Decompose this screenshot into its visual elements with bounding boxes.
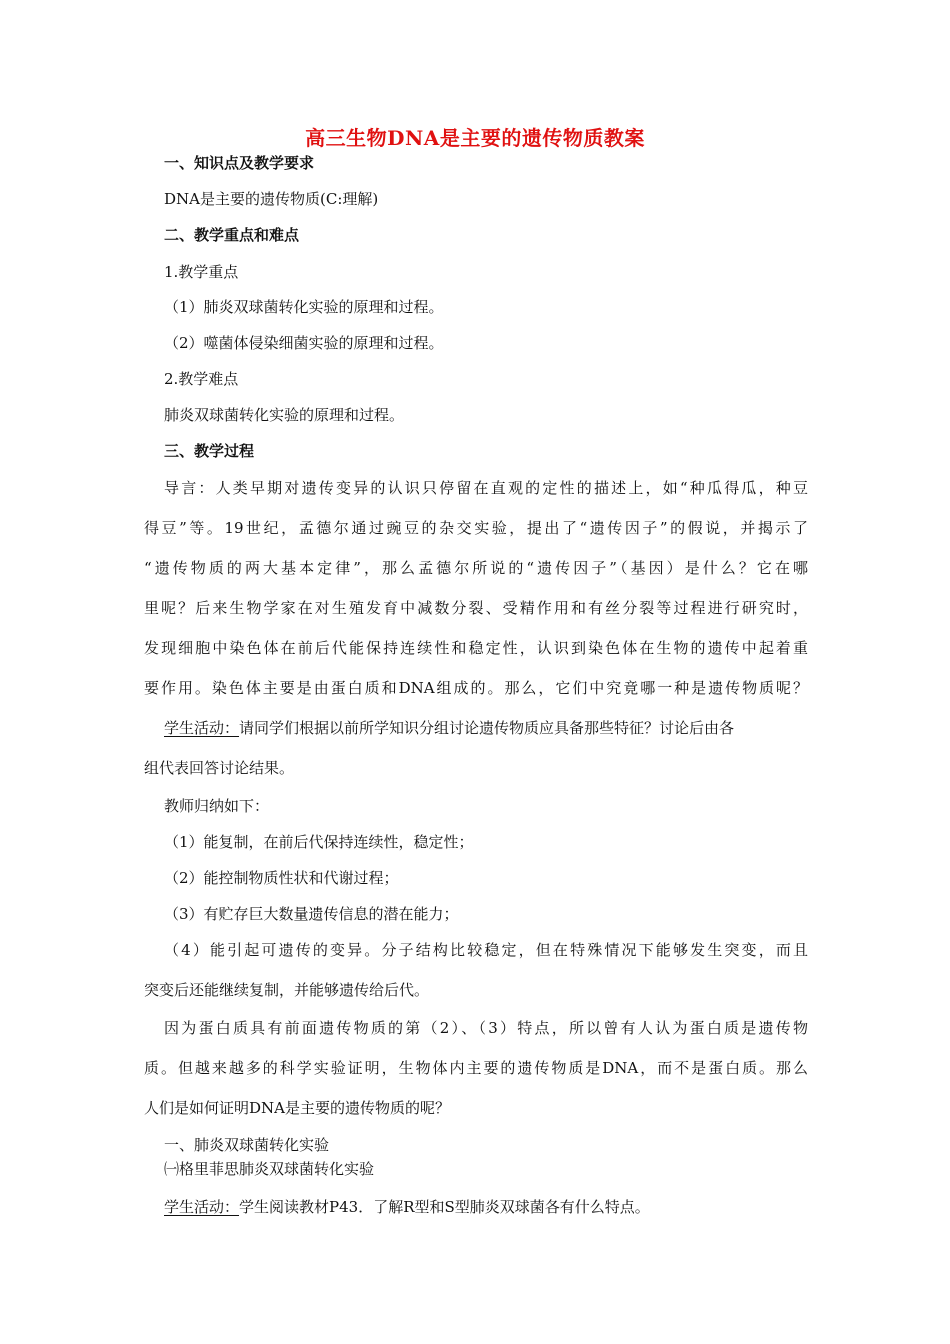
protein-line: 因为蛋白质具有前面遗传物质的第（2）、（3）特点，所以曾有人认为蛋白质是遗传物	[164, 1019, 808, 1037]
difficulty-title: 2.教学难点	[164, 370, 239, 388]
section-heading-2: 二、教学重点和难点	[164, 226, 300, 244]
intro-line: “遗传物质的两大基本定律”，那么孟德尔所说的“遗传因子”（基因）是什么？它在哪	[144, 559, 808, 577]
feature-item-4: （4）能引起可遗传的变异。分子结构比较稳定，但在特殊情况下能够发生突变，而且	[164, 941, 808, 959]
requirement-text: DNA是主要的遗传物质(C:理解)	[164, 190, 379, 208]
activity-1	[164, 717, 734, 738]
activity-2	[164, 1196, 650, 1217]
feature-item-4-continued: 突变后还能继续复制，并能够遗传给后代。	[144, 981, 430, 999]
document-title: 高三生物DNA是主要的遗传物质教案	[305, 126, 645, 150]
activity-1-continued: 组代表回答讨论结果。	[144, 759, 295, 777]
focus-item-1: （1）肺炎双球菌转化实验的原理和过程。	[164, 298, 444, 316]
feature-item-2: （2）能控制物质性状和代谢过程；	[164, 869, 399, 887]
experiment-heading: ㈠格里菲思肺炎双球菌转化实验	[164, 1160, 375, 1178]
difficulty-text: 肺炎双球菌转化实验的原理和过程。	[164, 406, 405, 424]
teacher-summary: 教师归纳如下：	[164, 797, 270, 815]
activity-label: 学生活动：	[164, 719, 240, 737]
intro-line: 要作用。染色体主要是由蛋白质和DNA组成的。那么，它们中究竟哪一种是遗传物质呢？	[144, 679, 808, 697]
subsection-heading: 一、肺炎双球菌转化实验	[164, 1136, 330, 1154]
intro-line: 发现细胞中染色体在前后代能保持连续性和稳定性，认识到染色体在生物的遗传中起着重	[144, 639, 808, 657]
intro-line: 里呢？后来生物学家在对生殖发育中减数分裂、受精作用和有丝分裂等过程进行研究时，	[144, 599, 808, 617]
focus-item-2: （2）噬菌体侵染细菌实验的原理和过程。	[164, 334, 444, 352]
focus-title: 1.教学重点	[164, 263, 239, 281]
section-heading-1: 一、知识点及教学要求	[164, 154, 315, 172]
section-heading-3: 三、教学过程	[164, 442, 255, 460]
protein-line-last: 人们是如何证明DNA是主要的遗传物质的呢？	[144, 1099, 450, 1117]
protein-line: 质。但越来越多的科学实验证明，生物体内主要的遗传物质是DNA，而不是蛋白质。那么	[144, 1059, 808, 1077]
activity-label: 学生活动：	[164, 1198, 240, 1216]
activity-text: 学生阅读教材P43．了解R型和S型肺炎双球菌各有什么特点。	[239, 1198, 650, 1216]
intro-line: 导言：人类早期对遗传变异的认识只停留在直观的定性的描述上，如“种瓜得瓜，种豆	[164, 479, 808, 497]
feature-item-1: （1）能复制，在前后代保持连续性，稳定性；	[164, 833, 474, 851]
intro-line: 得豆”等。19世纪，孟德尔通过豌豆的杂交实验，提出了“遗传因子”的假说，并揭示了	[144, 519, 808, 537]
activity-text: 请同学们根据以前所学知识分组讨论遗传物质应具备那些特征？讨论后由各	[239, 719, 735, 737]
feature-item-3: （3）有贮存巨大数量遗传信息的潜在能力；	[164, 905, 459, 923]
